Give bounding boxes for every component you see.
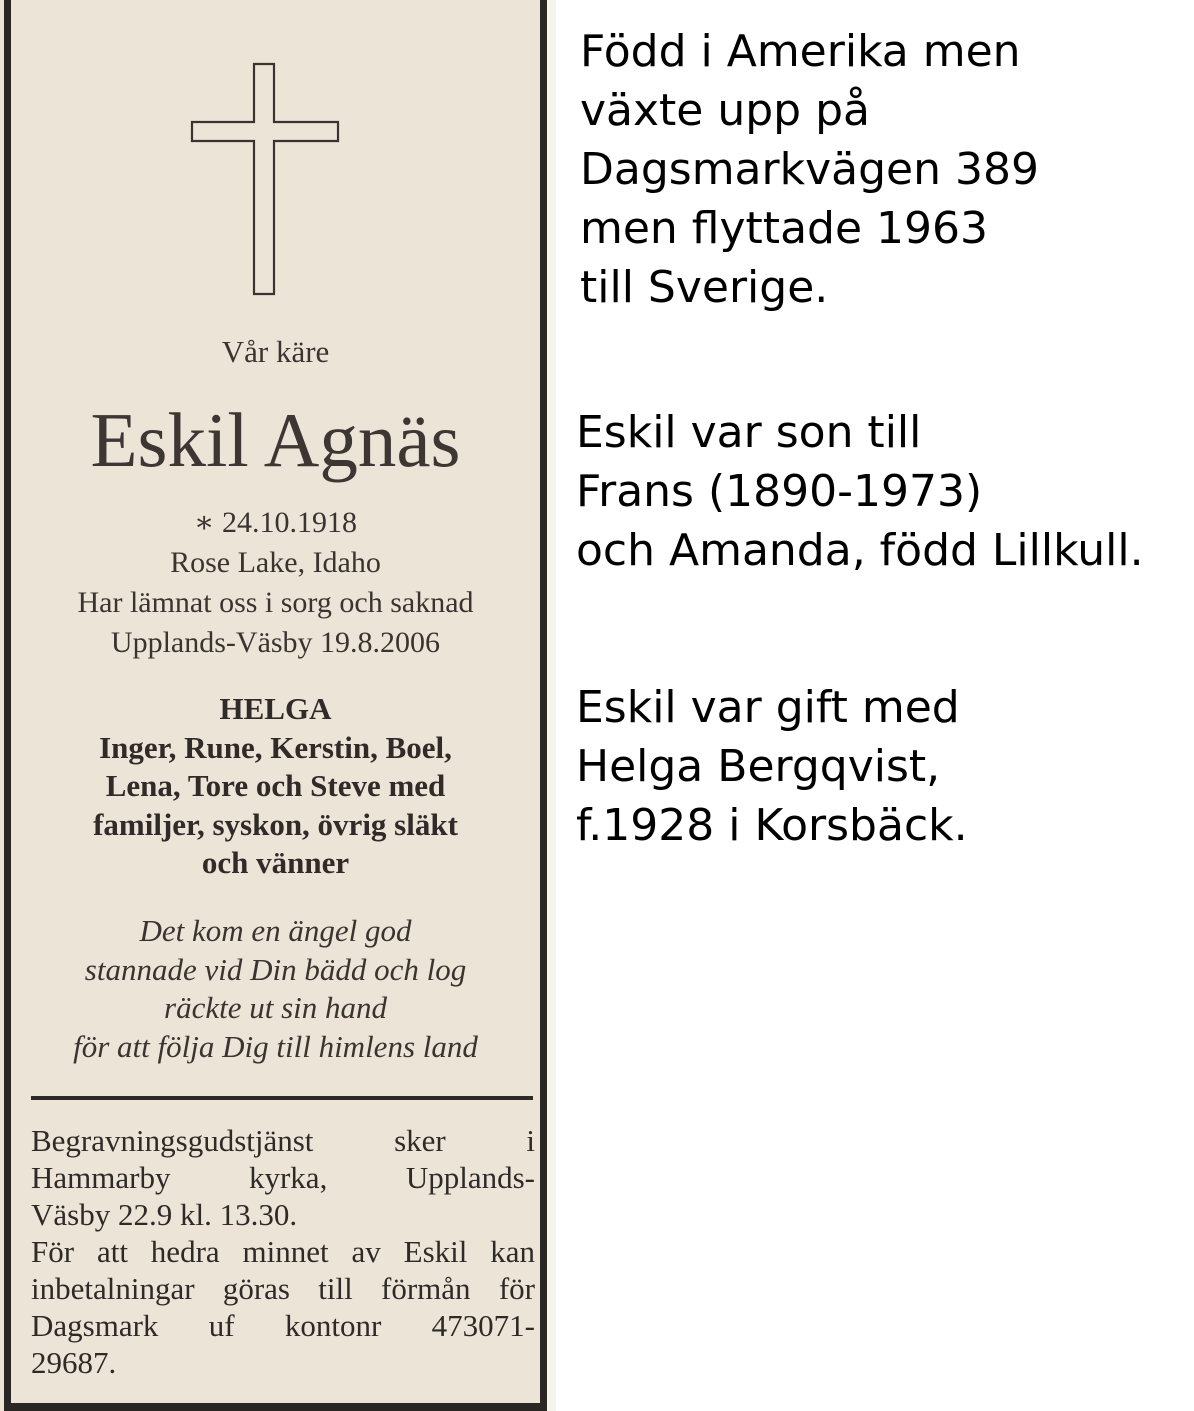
poem-line: räckte ut sin hand (164, 990, 387, 1025)
note-parents (576, 403, 1144, 580)
obituary-dates (11, 503, 540, 663)
funeral-line: 29687. (31, 1345, 117, 1380)
mourner-line: och vänner (201, 845, 350, 880)
note-line: Eskil var son till (576, 407, 922, 458)
funeral-line: Dagsmark uf kontonr 473071- (31, 1308, 535, 1343)
mourners (11, 690, 540, 883)
note-line: f.1928 i Korsbäck. (576, 800, 968, 851)
funeral-line: Begravningsgudstjänst sker i (31, 1123, 535, 1158)
obituary-clipping (0, 0, 556, 1411)
note-line: och Amanda, född Lillkull. (576, 525, 1144, 576)
deceased-name: Eskil Agnäs (90, 397, 461, 483)
mourner-line: Lena, Tore och Steve med (105, 768, 446, 803)
clipping-border-right (540, 0, 547, 1411)
mourner-line: HELGA (219, 691, 332, 726)
death-place-date: Upplands-Väsby 19.8.2006 (110, 626, 441, 659)
birth-date: ∗ 24.10.1918 (194, 506, 357, 539)
birth-place: Rose Lake, Idaho (170, 546, 381, 579)
clipping-border-bottom (4, 1403, 547, 1411)
memorial-poem (11, 912, 540, 1066)
poem-line: Det kom en ängel god (139, 913, 412, 948)
note-line: Dagsmarkvägen 389 (580, 144, 1039, 195)
clipping-border-left (4, 0, 11, 1411)
note-line: till Sverige. (580, 262, 829, 313)
poem-line: för att följa Dig till himlens land (73, 1028, 478, 1064)
funeral-line: inbetalningar göras till förmån för (31, 1271, 535, 1306)
passing-text: Har lämnat oss i sorg och saknad (77, 586, 474, 619)
note-line: men flyttade 1963 (580, 203, 988, 254)
mourner-line: Inger, Rune, Kerstin, Boel, (99, 729, 452, 765)
note-line: växte upp på (580, 85, 870, 136)
mourner-line: familjer, syskon, övrig släkt (93, 806, 458, 842)
note-spouse (576, 678, 968, 855)
note-line: Född i Amerika men (580, 26, 1021, 77)
cross-icon (190, 62, 340, 296)
note-line: Helga Bergqvist, (576, 741, 941, 792)
divider-rule (31, 1096, 533, 1100)
note-line: Frans (1890-1973) (576, 466, 983, 517)
paper-edge (547, 0, 556, 1411)
funeral-line: Hammarby kyrka, Upplands- (31, 1160, 535, 1195)
funeral-line: Väsby 22.9 kl. 13.30. (31, 1197, 298, 1232)
note-line: Eskil var gift med (576, 682, 960, 733)
obituary-intro: Vår käre (221, 334, 330, 369)
poem-line: stannade vid Din bädd och log (84, 951, 467, 987)
funeral-notice (31, 1122, 535, 1381)
note-origin (580, 22, 1039, 317)
funeral-line: För att hedra minnet av Eskil kan (31, 1234, 535, 1269)
